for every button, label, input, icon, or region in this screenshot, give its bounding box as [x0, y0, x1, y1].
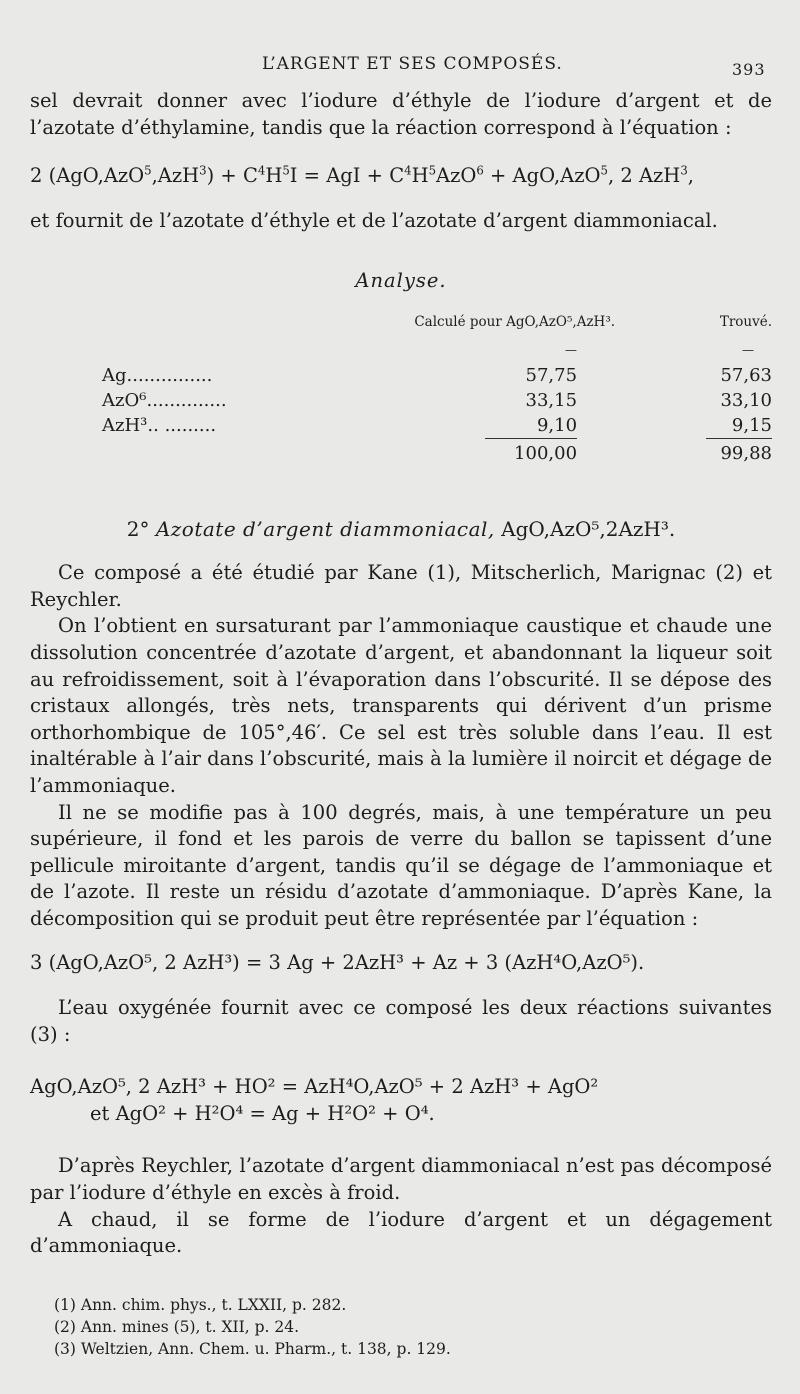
footnote: (1) Ann. chim. phys., t. LXXII, p. 282.: [54, 1296, 347, 1314]
equation-2: 3 (AgO,AzO⁵, 2 AzH³) = 3 Ag + 2AzH³ + Az + 3 (AzH⁴O,AzO⁵).: [30, 951, 645, 975]
total-found: 99,88: [706, 438, 772, 466]
section-formula: AgO,AzO⁵,2AzH³.: [501, 516, 676, 541]
row-found: 33,10: [720, 389, 772, 411]
col-calculated-header: Calculé pour AgO,AzO⁵,AzH³.: [414, 313, 616, 330]
row-label: Ag: [102, 364, 127, 386]
col-found-header: Trouvé.: [719, 313, 772, 330]
analysis-title: Analyse.: [355, 269, 447, 293]
dash-row: [102, 338, 772, 363]
footnote: (3) Weltzien, Ann. Chem. u. Pharm., t. 138, p. 129.: [54, 1340, 451, 1358]
dash-found: —: [742, 342, 754, 357]
paragraph-4: On l’obtient en sursaturant par l’ammoniaque caustique et chaude une dissolution concentrée d’azotate d’argent, et abandonnant la liqueur soit au refroidissement, soit à l’évaporation dans l’obscurité. Il se dépose des cristaux allongés, très nets, transparents qui dérivent d’un prisme orthorhombique de 105°,46′. Ce sel est très soluble dans l’eau. Il est inaltérable à l’air dans l’obscurité, mais à la lumière il noircit et dégage de l’ammoniaque.: [30, 614, 772, 797]
row-leader: ...............: [126, 364, 213, 386]
analysis-header-row: [102, 309, 772, 338]
analysis-table: [102, 309, 772, 466]
equation-3b: et AgO² + H²O⁴ = Ag + H²O² + O⁴.: [90, 1101, 435, 1125]
equation-1: 2 $(AgO,AzO^5,AzH^3) + C^4H^5I$ = AgI + $C^4H^5AzO^6 + AgO,AzO^5$, 2 AzH$^3$,: [30, 163, 694, 188]
total-row: [102, 438, 772, 466]
row-calc: 9,10: [536, 414, 578, 436]
footnote: (2) Ann. mines (5), t. XII, p. 24.: [54, 1318, 300, 1336]
footnotes: [54, 1294, 451, 1360]
paragraph-7: D’après Reychler, l’azotate d’argent diammoniacal n’est pas décomposé par l’iodure d’éthyle en excès à froid.: [30, 1154, 772, 1205]
paragraph-6: L’eau oxygénée fournit avec ce composé les deux réactions suivantes (3) :: [30, 996, 772, 1046]
paragraph-3: Ce composé a été étudié par Kane (1), Mitscherlich, Marignac (2) et Reychler.: [30, 561, 772, 611]
equation-3a: AgO,AzO⁵, 2 AzH³ + HO² = AzH⁴O,AzO⁵ + 2 AzH³ + AgO²: [30, 1075, 599, 1099]
row-found: 9,15: [731, 414, 772, 436]
row-calc: 33,15: [525, 389, 578, 411]
section-title: Azotate d’argent diammoniacal,: [155, 516, 495, 541]
paragraph-5: Il ne se modifie pas à 100 degrés, mais, à une température un peu supérieure, il fond et les parois de verre du ballon se tapissent d’une pellicule miroitante d’argent, tandis qu’il se dégage de l’ammoniaque et de l’azote. Il reste un résidu d’azotate d’ammoniaque. D’après Kane, la décomposition qui se produit peut être représentée par l’équation :: [30, 800, 772, 930]
row-leader: .. .........: [147, 414, 217, 436]
paragraph-2: et fournit de l’azotate d’éthyle et de l’azotate d’argent diammoniacal.: [30, 208, 718, 232]
analysis-row: [102, 413, 772, 438]
row-found: 57,63: [720, 364, 772, 386]
header-title: L’ARGENT ET SES COMPOSÉS.: [262, 54, 563, 74]
section-number: 2°: [126, 516, 150, 541]
dash-calc: —: [565, 342, 578, 357]
row-leader: ..............: [146, 389, 227, 411]
paragraph-1: sel devrait donner avec l’iodure d’éthyle de l’iodure d’argent et de l’azotate d’éthylamine, tandis que la réaction correspond à l’équation :: [30, 89, 772, 139]
paragraph-8: A chaud, il se forme de l’iodure d’argent et un dégagement d’ammoniaque.: [30, 1207, 772, 1258]
row-label: AzH³: [102, 414, 148, 436]
analysis-row: [102, 363, 772, 388]
total-calc: 100,00: [485, 438, 577, 466]
page-body: [30, 88, 772, 1260]
section-heading: [30, 516, 772, 543]
row-calc: 57,75: [525, 364, 578, 386]
analysis-row: [102, 388, 772, 413]
page-number: 393: [732, 60, 766, 79]
row-label: AzO⁶: [102, 389, 147, 411]
